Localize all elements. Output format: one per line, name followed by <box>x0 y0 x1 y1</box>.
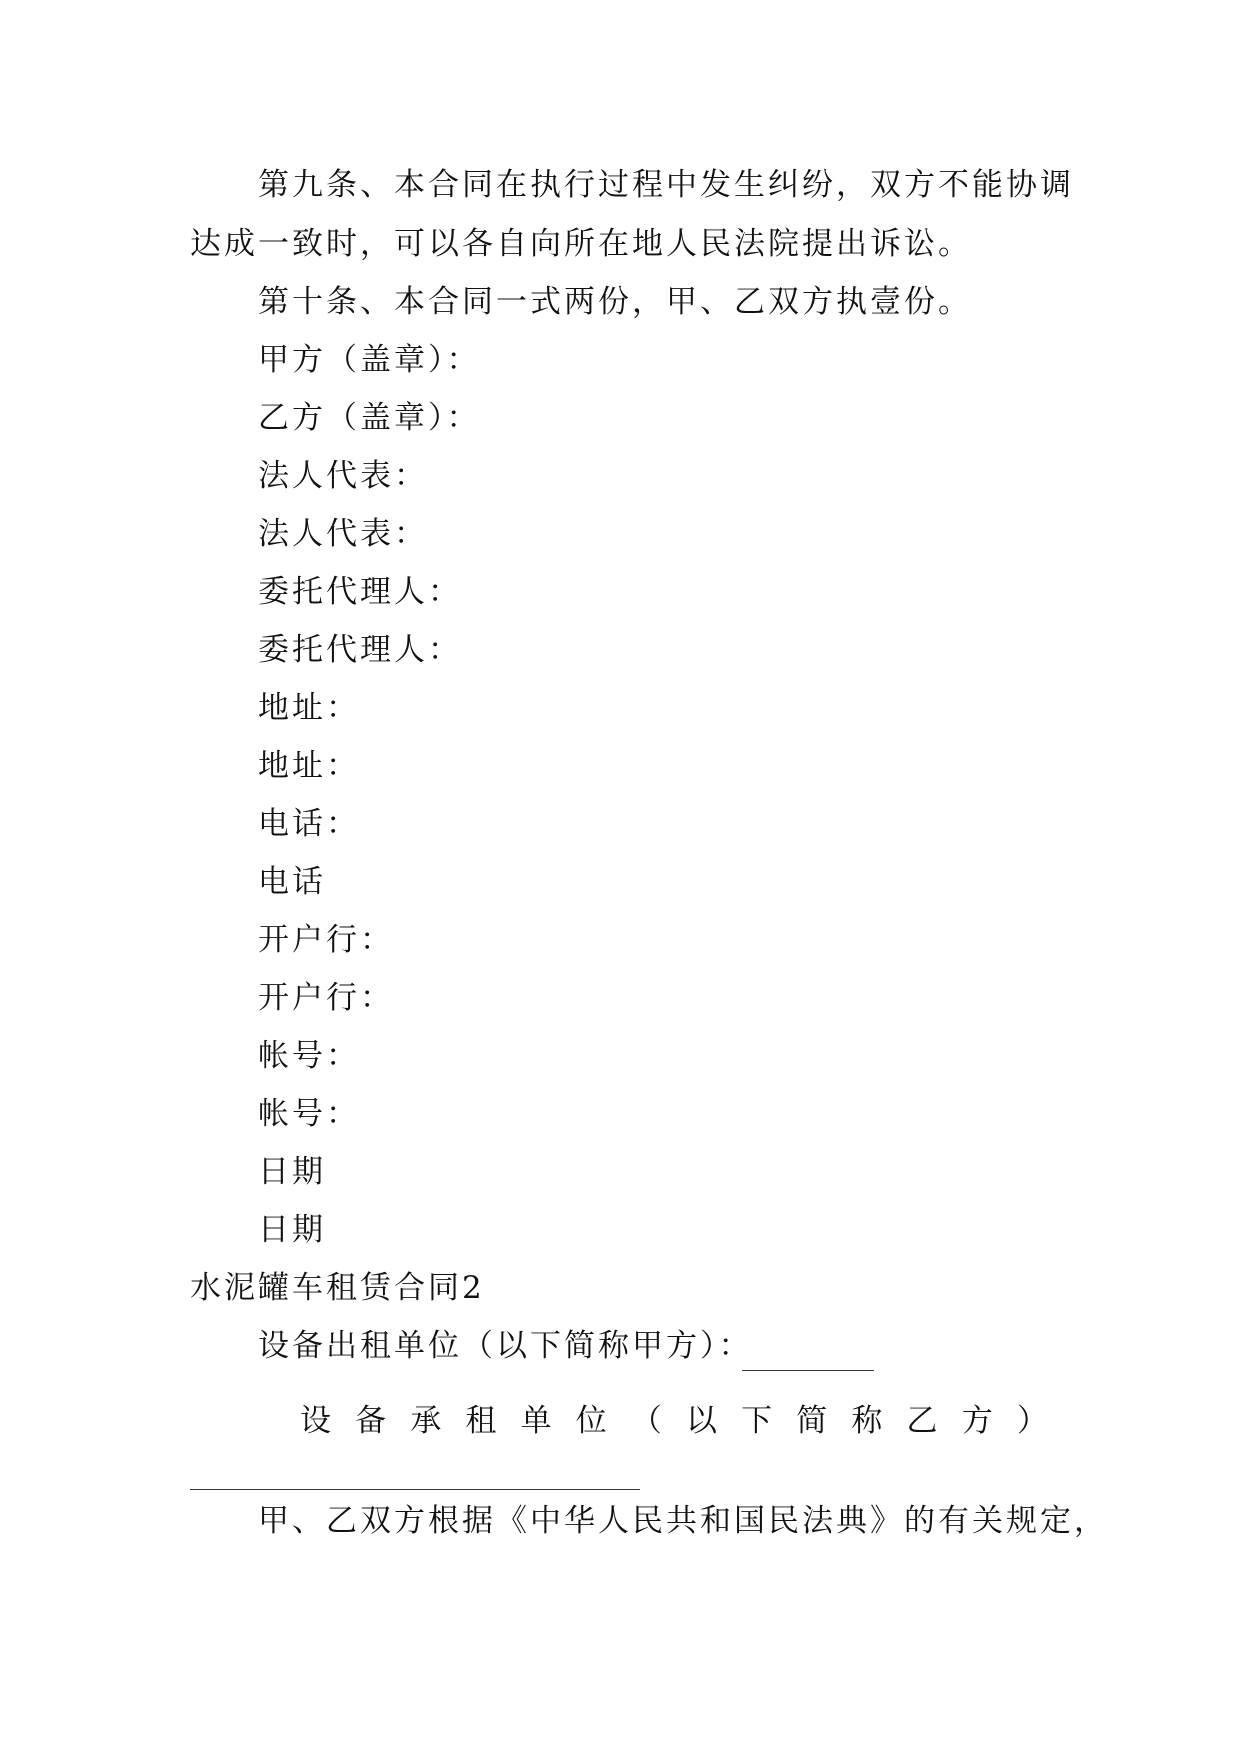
lessee-char: 承 <box>410 1403 442 1439</box>
lessee-char: 位 <box>575 1403 607 1439</box>
phone-field-b: 电话 <box>258 864 326 900</box>
party-a-seal-field: 甲方（盖章）： <box>258 342 481 378</box>
article-9-line-1: 第九条、本合同在执行过程中发生纠纷，双方不能协调 <box>258 167 1074 203</box>
bank-field-a: 开户行： <box>258 922 394 958</box>
agent-field-a: 委托代理人： <box>258 574 462 610</box>
account-field-b: 帐号： <box>258 1096 360 1132</box>
lessee-char: 下 <box>741 1403 773 1439</box>
date-field-a: 日期 <box>258 1154 326 1190</box>
party-b-seal-field: 乙方（盖章）： <box>258 400 481 436</box>
legal-rep-field-b: 法人代表： <box>258 516 428 552</box>
date-field-b: 日期 <box>258 1212 326 1248</box>
lessee-field <box>300 1401 1048 1441</box>
lessee-char: ） <box>1016 1403 1048 1439</box>
contract-2-title: 水泥罐车租赁合同2 <box>190 1270 485 1306</box>
lessee-char: 简 <box>796 1403 828 1439</box>
address-field-b: 地址： <box>258 748 360 784</box>
article-10: 第十条、本合同一式两份，甲、乙双方执壹份。 <box>258 284 972 320</box>
lessee-char: 租 <box>465 1403 497 1439</box>
legal-rep-field-a: 法人代表： <box>258 458 428 494</box>
article-9-line-2: 达成一致时，可以各自向所在地人民法院提出诉讼。 <box>190 226 972 262</box>
lessor-blank-line <box>742 1370 874 1371</box>
lessor-field: 设备出租单位（以下简称甲方）： <box>258 1328 753 1364</box>
bank-field-b: 开户行： <box>258 980 394 1016</box>
account-field-a: 帐号： <box>258 1038 360 1074</box>
address-field-a: 地址： <box>258 690 360 726</box>
lessee-char: 设 <box>300 1403 331 1439</box>
lessee-char: （ <box>630 1403 662 1439</box>
lessee-char: 乙 <box>906 1403 938 1439</box>
phone-field-a: 电话： <box>258 806 360 842</box>
lessee-char: 方 <box>961 1403 993 1439</box>
lessee-char: 以 <box>685 1403 717 1439</box>
lessee-blank-line <box>190 1489 640 1490</box>
lessee-char: 备 <box>355 1403 387 1439</box>
agent-field-b: 委托代理人： <box>258 632 462 668</box>
lessee-char: 称 <box>851 1403 883 1439</box>
contract-2-intro: 甲、乙双方根据《中华人民共和国民法典》的有关规定， <box>258 1503 1108 1539</box>
lessee-char: 单 <box>520 1403 552 1439</box>
